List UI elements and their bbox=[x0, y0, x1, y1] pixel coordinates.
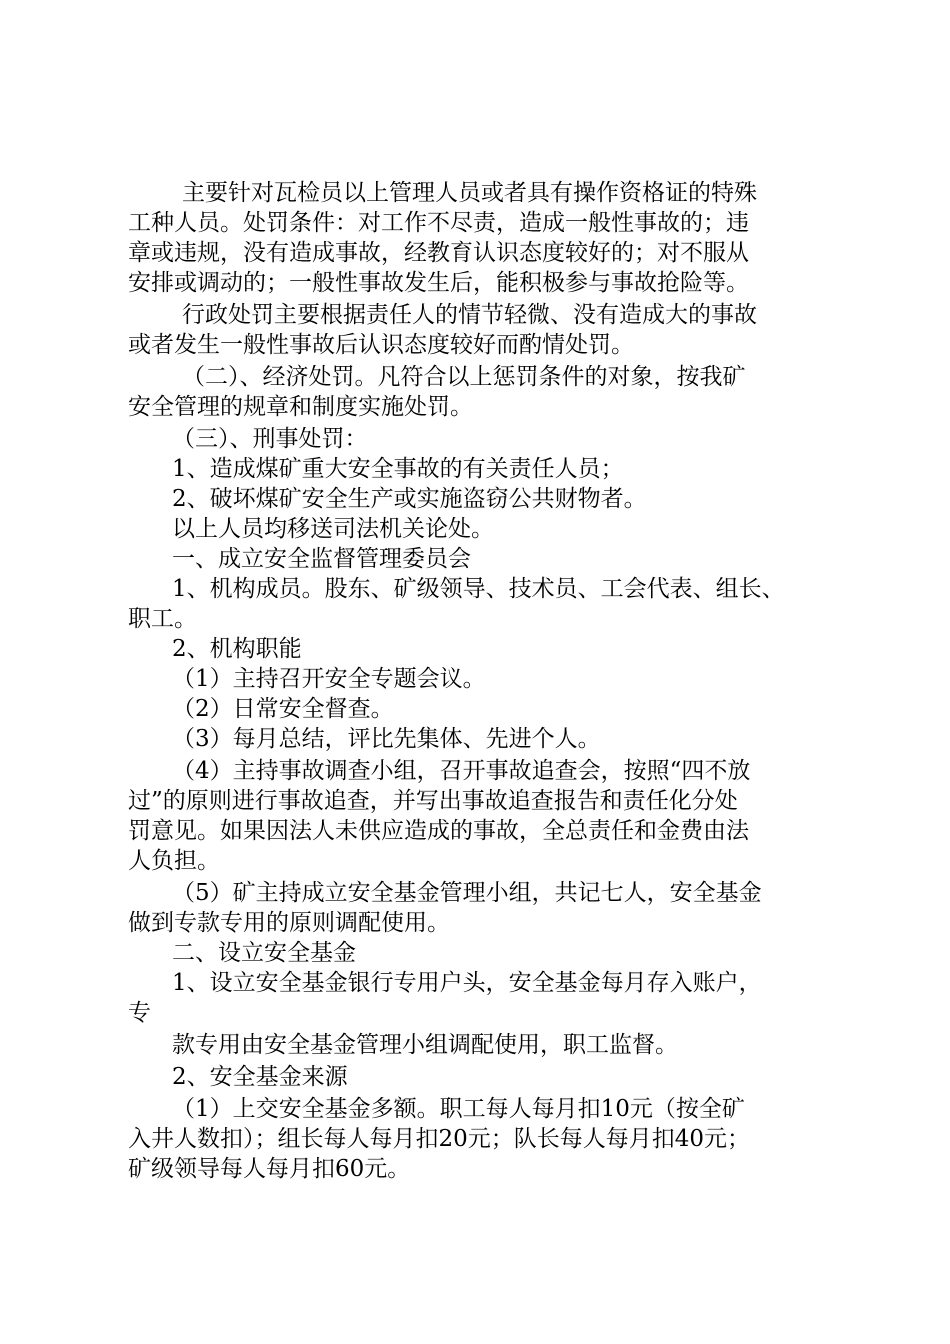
list-item: （3）每月总结，评比先集体、先进个人。 bbox=[172, 726, 601, 752]
paragraph-line: 专 bbox=[128, 1000, 151, 1026]
section-heading: 二、设立安全基金 bbox=[172, 940, 356, 966]
paragraph-line: 入井人数扣）；组长每人每月扣20元；队长每人每月扣40元； bbox=[128, 1126, 751, 1152]
list-item: （2）日常安全督查。 bbox=[172, 696, 394, 722]
paragraph-line: 主要针对瓦检员以上管理人员或者具有操作资格证的特殊 bbox=[182, 180, 757, 206]
paragraph-line: 章或违规，没有造成事故，经教育认识态度较好的；对不服从 bbox=[128, 240, 749, 266]
paragraph-line: 过”的原则进行事故追查，并写出事故追查报告和责任化分处 bbox=[128, 788, 738, 814]
list-item: （1）主持召开安全专题会议。 bbox=[172, 666, 486, 692]
list-item: 2、破坏煤矿安全生产或实施盗窃公共财物者。 bbox=[172, 486, 647, 512]
list-item: （1）上交安全基金多额。职工每人每月扣10元（按全矿 bbox=[172, 1096, 745, 1122]
subsection-heading: 2、安全基金来源 bbox=[172, 1064, 348, 1090]
list-item: 1、机构成员。股东、矿级领导、技术员、工会代表、组长、 bbox=[172, 576, 785, 602]
paragraph-line: 以上人员均移送司法机关论处。 bbox=[172, 516, 494, 542]
paragraph-line: 职工。 bbox=[128, 606, 197, 632]
list-item: 1、设立安全基金银行专用户头，安全基金每月存入账户， bbox=[172, 970, 762, 996]
paragraph-line: 安全管理的规章和制度实施处罚。 bbox=[128, 394, 473, 420]
section-heading: （三）、刑事处罚： bbox=[172, 426, 368, 452]
paragraph-line: （二）、经济处罚。凡符合以上惩罚条件的对象，按我矿 bbox=[182, 364, 746, 390]
section-heading: 一、成立安全监督管理委员会 bbox=[172, 546, 471, 572]
paragraph-line: 人负担。 bbox=[128, 848, 220, 874]
paragraph-line: 矿级领导每人每月扣60元。 bbox=[128, 1156, 411, 1182]
paragraph-line: 罚意见。如果因法人未供应造成的事故，全总责任和金费由法 bbox=[128, 818, 749, 844]
list-item: （5）矿主持成立安全基金管理小组，共记七人，安全基金 bbox=[172, 880, 762, 906]
subsection-heading: 2、机构职能 bbox=[172, 636, 302, 662]
list-item: 1、造成煤矿重大安全事故的有关责任人员； bbox=[172, 456, 624, 482]
list-item: （4）主持事故调查小组，召开事故追查会，按照“四不放 bbox=[172, 758, 751, 784]
paragraph-line: 行政处罚主要根据责任人的情节轻微、没有造成大的事故 bbox=[182, 302, 757, 328]
paragraph-line: 或者发生一般性事故后认识态度较好而酌情处罚。 bbox=[128, 332, 634, 358]
paragraph-line: 款专用由安全基金管理小组调配使用，职工监督。 bbox=[172, 1032, 678, 1058]
paragraph-line: 工种人员。处罚条件：对工作不尽责，造成一般性事故的；违 bbox=[128, 210, 749, 236]
paragraph-line: 做到专款专用的原则调配使用。 bbox=[128, 910, 450, 936]
paragraph-line: 安排或调动的；一般性事故发生后，能积极参与事故抢险等。 bbox=[128, 270, 749, 296]
